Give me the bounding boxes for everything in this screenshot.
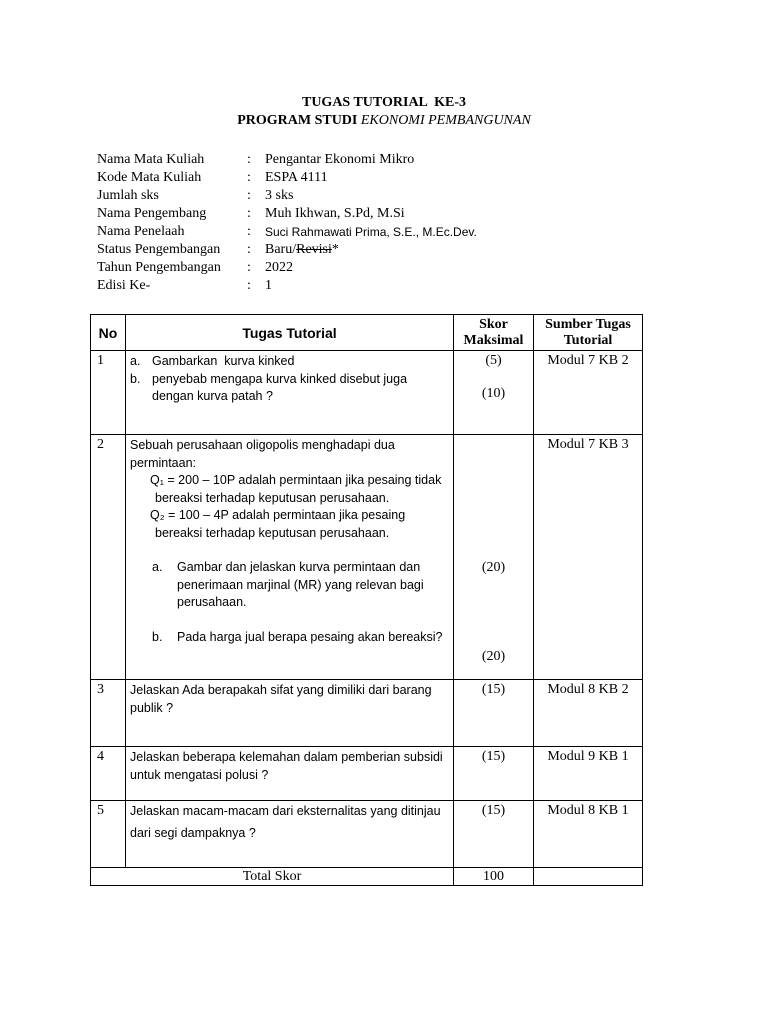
task-cell: a. Gambarkan kurva kinked b. penyebab mengapa kurva kinked disebut juga dengan kurva patah ? <box>126 351 454 435</box>
info-row-tahun: Tahun Pengembangan : 2022 <box>97 260 293 275</box>
course-info <box>97 151 477 295</box>
score-cell: (15) <box>454 801 534 868</box>
score-cell: (5) (10) <box>454 351 534 435</box>
table-row: 5 Jelaskan macam-macam dari eksternalitas yang ditinjau dari segi dampaknya ? (15) Modul 8 KB 1 <box>91 801 643 868</box>
header-sumber: Sumber Tugas Tutorial <box>534 315 643 351</box>
info-row-sks: Jumlah sks : 3 sks <box>97 188 294 203</box>
header-skor: Skor Maksimal <box>454 315 534 351</box>
task-cell: Jelaskan Ada berapakah sifat yang dimiliki dari barang publik ? <box>126 680 454 747</box>
table-row: 4 Jelaskan beberapa kelemahan dalam pemberian subsidi untuk mengatasi polusi ? (15) Modul 9 KB 1 <box>91 747 643 801</box>
source-cell: Modul 8 KB 1 <box>534 801 643 868</box>
table-header-row <box>91 315 643 351</box>
score-cell: (15) <box>454 680 534 747</box>
source-cell: Modul 7 KB 2 <box>534 351 643 435</box>
document-title: TUGAS TUTORIAL KE-3 <box>301 95 467 110</box>
total-row <box>91 868 643 886</box>
document-header <box>0 94 768 130</box>
score-cell: (20) (20) <box>454 435 534 680</box>
info-row-mata-kuliah: Nama Mata Kuliah : Pengantar Ekonomi Mikro <box>97 152 415 167</box>
total-value: 100 <box>454 868 534 886</box>
info-row-kode: Kode Mata Kuliah : ESPA 4111 <box>97 170 328 185</box>
task-cell: Jelaskan beberapa kelemahan dalam pemberian subsidi untuk mengatasi polusi ? <box>126 747 454 801</box>
program-name: EKONOMI PEMBANGUNAN <box>360 113 531 128</box>
source-cell: Modul 8 KB 2 <box>534 680 643 747</box>
task-cell: Sebuah perusahaan oligopolis menghadapi dua permintaan: Q₁ = 200 – 10P adalah permintaan jika pesaing tidak bereaksi terhadap keputusan perusahaan. Q₂ = 100 – 4P adalah permintaan jika pesaing bereaksi terhadap keputusan perusahaan. a. Gambar dan jelaskan kurva permintaan dan penerimaan marjinal (MR) yang relevan bagi perusahaan. b. Pada harga jual berapa pesaing akan bereaksi? <box>126 435 454 680</box>
task-cell: Jelaskan macam-macam dari eksternalitas yang ditinjau dari segi dampaknya ? <box>126 801 454 868</box>
info-row-penelaah: Nama Penelaah : Suci Rahmawati Prima, S.E., M.Ec.Dev. <box>97 224 477 239</box>
program-title: PROGRAM STUDI EKONOMI PEMBANGUNAN <box>237 113 531 128</box>
status-revisi-struck: Revisi <box>296 242 332 257</box>
total-label: Total Skor <box>91 868 454 886</box>
info-row-pengembang: Nama Pengembang : Muh Ikhwan, S.Pd, M.Si <box>97 206 405 221</box>
header-tugas: Tugas Tutorial <box>126 315 454 351</box>
table-row: 2 Sebuah perusahaan oligopolis menghadapi dua permintaan: Q₁ = 200 – 10P adalah permintaan jika pesaing tidak bereaksi terhadap keputusan perusahaan. Q₂ = 100 – 4P adalah permintaan jika pesaing bereaksi terhadap keputusan perusahaan. a. Gambar dan jelaskan kurva permintaan dan penerimaan marjinal (MR) yang relevan bagi perusahaan. b. Pada harga jual berapa pesaing akan bereaksi? (20) (20) Modul 7 KB 3 <box>91 435 643 680</box>
tutorial-table <box>90 314 643 886</box>
source-cell: Modul 7 KB 3 <box>534 435 643 680</box>
info-row-edisi: Edisi Ke- : 1 <box>97 278 272 293</box>
source-cell: Modul 9 KB 1 <box>534 747 643 801</box>
table-row: 3 Jelaskan Ada berapakah sifat yang dimiliki dari barang publik ? (15) Modul 8 KB 2 <box>91 680 643 747</box>
score-cell: (15) <box>454 747 534 801</box>
info-row-status: Status Pengembangan : Baru/Revisi* <box>97 242 339 257</box>
table-row: 1 a. Gambarkan kurva kinked b. penyebab mengapa kurva kinked disebut juga dengan kurva patah ? (5) (10) Modul 7 KB 2 <box>91 351 643 435</box>
header-no: No <box>91 315 126 351</box>
